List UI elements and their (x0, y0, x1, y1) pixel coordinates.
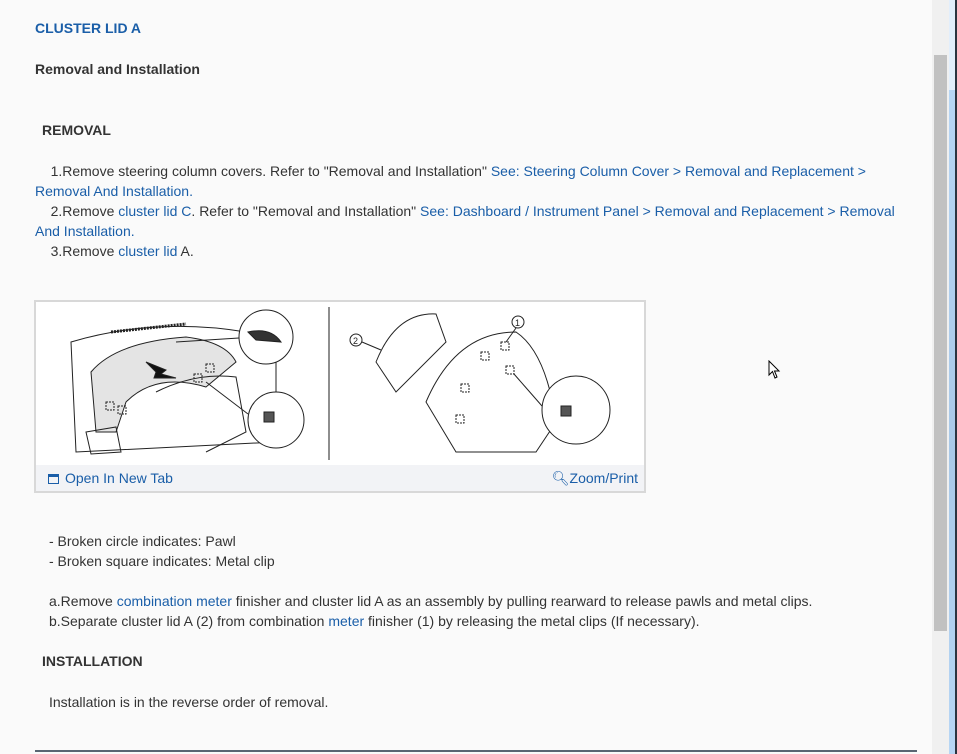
step-text: . Refer to "Removal and Installation" (191, 203, 421, 219)
step-text: a.Remove (49, 593, 117, 609)
callout-2: 2 (353, 336, 359, 346)
callout-1: 1 (515, 318, 521, 328)
step-text: Remove (62, 243, 119, 259)
dashboard-link[interactable]: See: Dashboard / Instrument Panel > Removal and Replacement > Removal And Installation. (35, 203, 895, 239)
vertical-scrollbar[interactable] (932, 0, 949, 754)
meter-link[interactable]: meter (328, 613, 365, 629)
removal-step-1 (35, 161, 905, 201)
substep-a (49, 593, 812, 609)
step-number: 1. (50, 163, 63, 179)
note-metal-clip: - Broken square indicates: Metal clip (49, 553, 275, 569)
installation-heading: INSTALLATION (42, 653, 143, 669)
steering-column-cover-link[interactable]: See: Steering Column Cover > Removal and Replacement > Removal And Installation. (35, 163, 866, 199)
cluster-lid-link[interactable]: cluster lid (118, 243, 178, 259)
note-pawl: - Broken circle indicates: Pawl (49, 533, 236, 549)
zoom-print-label: Zoom/Print (569, 470, 638, 486)
step-text: finisher (1) by releasing the metal clips (If necessary). (364, 613, 700, 629)
scrollbar-thumb[interactable] (934, 55, 947, 631)
installation-text: Installation is in the reverse order of removal. (49, 694, 329, 710)
zoom-in-icon: 🔍︎ (551, 470, 570, 486)
removal-figure (34, 300, 646, 493)
step-text: b.Separate cluster lid A (2) from combination (49, 613, 329, 629)
removal-step-2 (35, 201, 905, 241)
page-title: CLUSTER LID A (35, 20, 142, 36)
step-number: 2. (50, 203, 63, 219)
divider (35, 750, 917, 752)
step-text: Remove (62, 203, 119, 219)
zoom-print-button[interactable] (552, 470, 638, 487)
cluster-lid-c-link[interactable]: cluster lid C (118, 203, 192, 219)
open-tab-label: Open In New Tab (65, 470, 173, 486)
cluster-lid-illustration (36, 302, 644, 465)
page-subtitle: Removal and Installation (35, 61, 200, 77)
step-number: 3. (50, 243, 63, 259)
open-in-new-tab-button[interactable] (48, 470, 173, 486)
open-tab-icon (48, 474, 59, 484)
combination-meter-link[interactable]: combination meter (116, 593, 232, 609)
step-text: A. (177, 243, 194, 259)
substep-b (49, 613, 700, 629)
mouse-cursor-icon (768, 360, 782, 380)
step-text: Remove steering column covers. Refer to "Removal and Installation" (62, 163, 491, 179)
cluster-lid-drawing (350, 314, 610, 452)
step-text: finisher and cluster lid A as an assembly by pulling rearward to release pawls and metal clips. (231, 593, 813, 609)
dashboard-drawing (71, 310, 304, 454)
removal-step-3 (35, 241, 905, 261)
figure-toolbar (36, 465, 644, 491)
removal-heading: REMOVAL (42, 122, 111, 138)
